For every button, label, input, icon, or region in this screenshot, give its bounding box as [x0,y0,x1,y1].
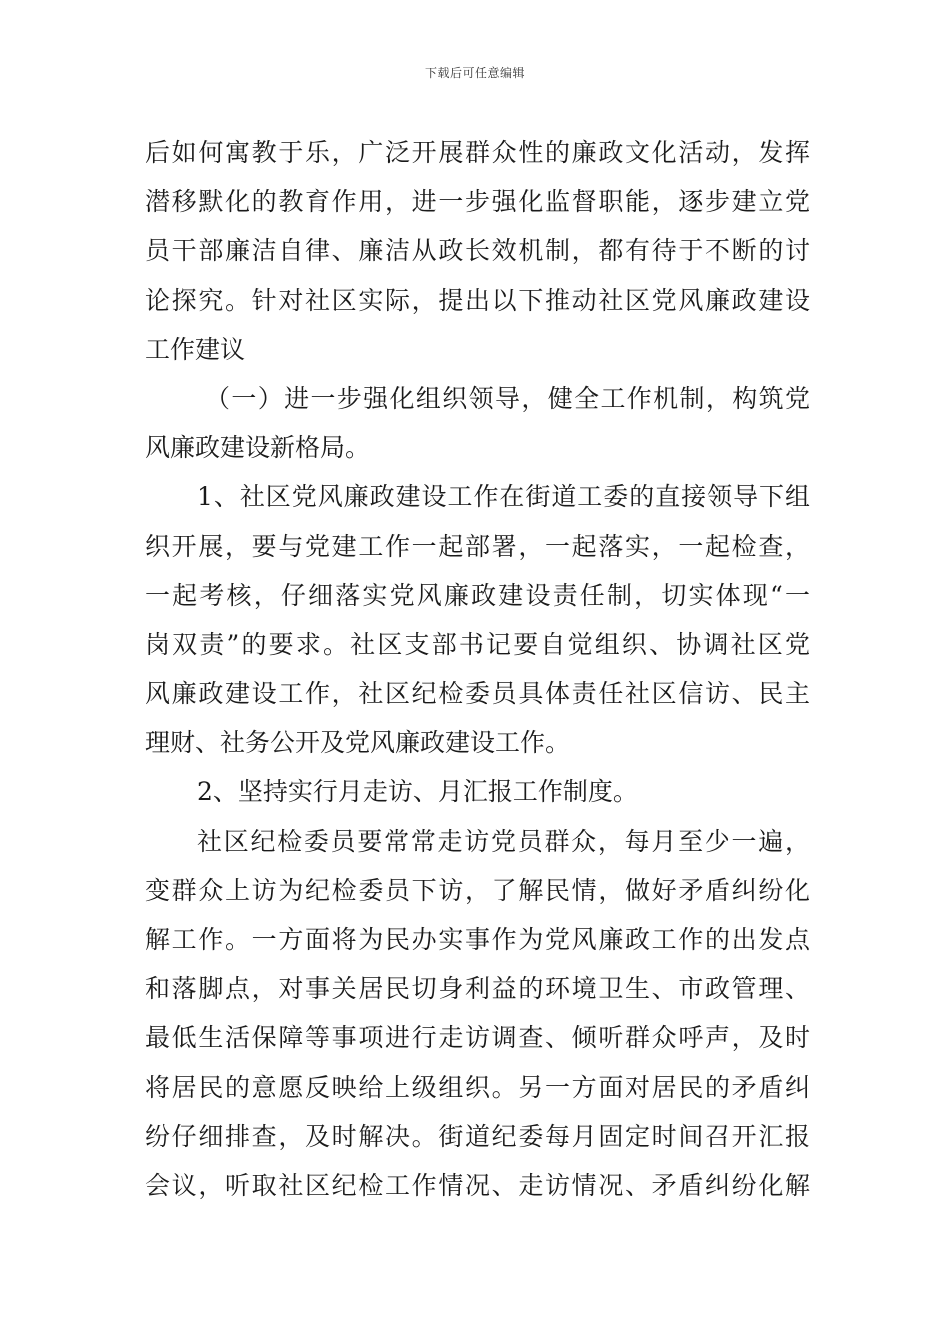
text-line: 风廉政建设工作，社区纪检委员具体责任社区信访、民主 [145,679,810,709]
text-line: 一起考核，仔细落实党风廉政建设责任制，切实体现“一 [145,580,810,610]
text-line: 变群众上访为纪检委员下访，了解民情，做好矛盾纠纷化 [145,875,810,905]
text-line: 和落脚点，对事关居民切身利益的环境卫生、市政管理、 [145,974,810,1004]
text-line: 工作建议 [145,334,246,364]
text-line: 1、社区党风廉政建设工作在街道工委的直接领导下组 [197,482,810,512]
text-line: 后如何寓教于乐，广泛开展群众性的廉政文化活动，发挥 [145,138,810,167]
text-line: 员干部廉洁自律、廉洁从政长效机制，都有待于不断的讨 [145,236,810,266]
text-line: 理财、社务公开及党风廉政建设工作。 [145,728,571,758]
text-line: 岗双责”的要求。社区支部书记要自觉组织、协调社区党 [145,629,810,659]
text-line: 纷仔细排查，及时解决。街道纪委每月固定时间召开汇报 [145,1121,810,1151]
text-line: 潜移默化的教育作用，进一步强化监督职能，逐步建立党 [145,187,810,217]
section-heading-line: 风廉政建设新格局。 [145,433,371,463]
page-header: 下载后可任意编辑 [424,66,525,80]
section-heading-line: （一）进一步强化组织领导，健全工作机制，构筑党 [205,383,810,413]
text-line: 织开展，要与党建工作一起部署，一起落实，一起检查， [145,531,810,561]
body-text [145,128,810,1210]
text-line: 最低生活保障等事项进行走访调查、倾听群众呼声，及时 [145,1023,810,1053]
text-line: 会议，听取社区纪检工作情况、走访情况、矛盾纠纷化解 [145,1170,810,1200]
text-line: 将居民的意愿反映给上级组织。另一方面对居民的矛盾纠 [145,1072,810,1102]
text-line: 社区纪检委员要常常走访党员群众，每月至少一遍， [197,826,810,856]
text-line: 解工作。一方面将为民办实事作为党风廉政工作的出发点 [145,925,810,954]
text-line: 论探究。针对社区实际，提出以下推动社区党风廉政建设 [145,285,810,315]
text-line: 2、坚持实行月走访、月汇报工作制度。 [197,777,638,807]
